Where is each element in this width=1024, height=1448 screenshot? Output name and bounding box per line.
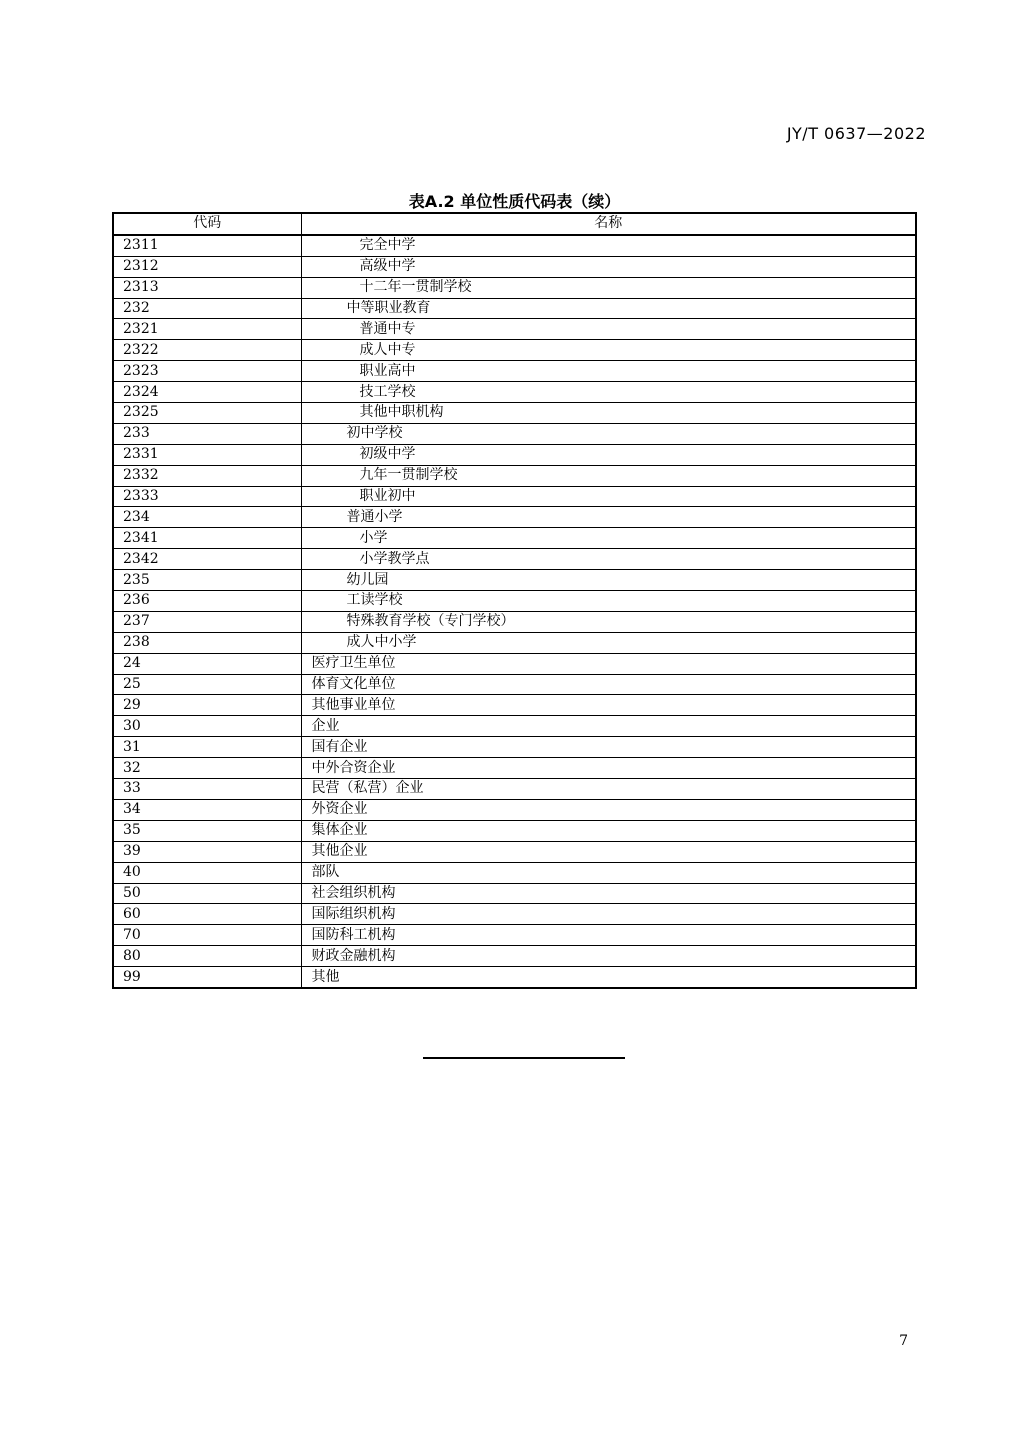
row-name-cell: 其他中职机构 xyxy=(301,403,916,424)
table-row xyxy=(113,758,916,779)
row-code-cell: 2341 xyxy=(113,528,301,549)
row-name-cell: 其他企业 xyxy=(301,841,916,862)
column-header-code: 代码 xyxy=(113,213,301,235)
row-code-cell: 32 xyxy=(113,758,301,779)
row-code-cell: 236 xyxy=(113,591,301,612)
row-name-cell: 成人中小学 xyxy=(301,632,916,653)
row-code-cell: 2324 xyxy=(113,382,301,403)
row-name-cell: 部队 xyxy=(301,862,916,883)
row-name-cell: 中等职业教育 xyxy=(301,298,916,319)
row-name-cell: 其他 xyxy=(301,967,916,988)
row-code-cell: 35 xyxy=(113,820,301,841)
table-row xyxy=(113,235,916,256)
row-code-cell: 2331 xyxy=(113,444,301,465)
row-name-cell: 完全中学 xyxy=(301,235,916,256)
row-code-cell: 99 xyxy=(113,967,301,988)
row-code-cell: 2321 xyxy=(113,319,301,340)
row-code-cell: 2332 xyxy=(113,465,301,486)
table-row xyxy=(113,904,916,925)
table-row xyxy=(113,695,916,716)
row-name-cell: 幼儿园 xyxy=(301,570,916,591)
row-name-cell: 初中学校 xyxy=(301,423,916,444)
table-row xyxy=(113,862,916,883)
end-of-table-rule xyxy=(423,1057,625,1059)
row-code-cell: 237 xyxy=(113,611,301,632)
row-code-cell: 235 xyxy=(113,570,301,591)
row-name-cell: 企业 xyxy=(301,716,916,737)
table-row xyxy=(113,465,916,486)
row-code-cell: 29 xyxy=(113,695,301,716)
row-name-cell: 小学 xyxy=(301,528,916,549)
table-row xyxy=(113,403,916,424)
row-name-cell: 体育文化单位 xyxy=(301,674,916,695)
row-code-cell: 233 xyxy=(113,423,301,444)
table-title: 表A.2 单位性质代码表（续） xyxy=(408,192,621,211)
row-name-cell: 职业高中 xyxy=(301,361,916,382)
table-row xyxy=(113,925,916,946)
table-row xyxy=(113,361,916,382)
row-code-cell: 60 xyxy=(113,904,301,925)
row-name-cell: 小学教学点 xyxy=(301,549,916,570)
row-code-cell: 39 xyxy=(113,841,301,862)
row-name-cell: 普通小学 xyxy=(301,507,916,528)
table-row xyxy=(113,632,916,653)
unit-nature-code-table xyxy=(112,212,917,989)
table-row xyxy=(113,570,916,591)
row-name-cell: 初级中学 xyxy=(301,444,916,465)
table-row xyxy=(113,528,916,549)
row-name-cell: 财政金融机构 xyxy=(301,946,916,967)
row-code-cell: 30 xyxy=(113,716,301,737)
document-code: JY/T 0637—2022 xyxy=(786,124,926,143)
table-row xyxy=(113,967,916,988)
row-code-cell: 40 xyxy=(113,862,301,883)
row-name-cell: 技工学校 xyxy=(301,382,916,403)
row-code-cell: 70 xyxy=(113,925,301,946)
table-row xyxy=(113,653,916,674)
row-name-cell: 高级中学 xyxy=(301,256,916,277)
row-code-cell: 2311 xyxy=(113,235,301,256)
table-row xyxy=(113,277,916,298)
row-name-cell: 普通中专 xyxy=(301,319,916,340)
row-name-cell: 特殊教育学校（专门学校） xyxy=(301,611,916,632)
row-code-cell: 25 xyxy=(113,674,301,695)
row-name-cell: 中外合资企业 xyxy=(301,758,916,779)
row-code-cell: 2325 xyxy=(113,403,301,424)
table-row xyxy=(113,340,916,361)
table-row xyxy=(113,674,916,695)
row-code-cell: 50 xyxy=(113,883,301,904)
table-row xyxy=(113,549,916,570)
table-row xyxy=(113,841,916,862)
table-row xyxy=(113,444,916,465)
row-name-cell: 医疗卫生单位 xyxy=(301,653,916,674)
row-name-cell: 十二年一贯制学校 xyxy=(301,277,916,298)
row-code-cell: 2312 xyxy=(113,256,301,277)
row-name-cell: 民营（私营）企业 xyxy=(301,779,916,800)
row-code-cell: 2342 xyxy=(113,549,301,570)
row-code-cell: 80 xyxy=(113,946,301,967)
table-header-row xyxy=(113,213,916,235)
table-row xyxy=(113,883,916,904)
row-code-cell: 33 xyxy=(113,779,301,800)
table-row xyxy=(113,319,916,340)
row-code-cell: 238 xyxy=(113,632,301,653)
row-name-cell: 成人中专 xyxy=(301,340,916,361)
table-row xyxy=(113,946,916,967)
page-number: 7 xyxy=(899,1333,908,1349)
table-row xyxy=(113,591,916,612)
table-row xyxy=(113,799,916,820)
row-code-cell: 34 xyxy=(113,799,301,820)
table-row xyxy=(113,423,916,444)
table-row xyxy=(113,298,916,319)
row-name-cell: 国际组织机构 xyxy=(301,904,916,925)
row-name-cell: 外资企业 xyxy=(301,799,916,820)
table-row xyxy=(113,611,916,632)
row-code-cell: 2323 xyxy=(113,361,301,382)
row-name-cell: 社会组织机构 xyxy=(301,883,916,904)
row-name-cell: 国有企业 xyxy=(301,737,916,758)
row-code-cell: 232 xyxy=(113,298,301,319)
table-row xyxy=(113,716,916,737)
table-row xyxy=(113,820,916,841)
row-name-cell: 职业初中 xyxy=(301,486,916,507)
row-name-cell: 九年一贯制学校 xyxy=(301,465,916,486)
row-code-cell: 2322 xyxy=(113,340,301,361)
table-row xyxy=(113,779,916,800)
table-row xyxy=(113,382,916,403)
table-row xyxy=(113,256,916,277)
row-code-cell: 2313 xyxy=(113,277,301,298)
column-header-name: 名称 xyxy=(301,213,916,235)
table-row xyxy=(113,486,916,507)
row-code-cell: 2333 xyxy=(113,486,301,507)
row-code-cell: 24 xyxy=(113,653,301,674)
row-name-cell: 国防科工机构 xyxy=(301,925,916,946)
row-code-cell: 31 xyxy=(113,737,301,758)
table-body xyxy=(113,235,916,988)
row-name-cell: 集体企业 xyxy=(301,820,916,841)
table-row xyxy=(113,507,916,528)
row-code-cell: 234 xyxy=(113,507,301,528)
row-name-cell: 其他事业单位 xyxy=(301,695,916,716)
table-row xyxy=(113,737,916,758)
row-name-cell: 工读学校 xyxy=(301,591,916,612)
